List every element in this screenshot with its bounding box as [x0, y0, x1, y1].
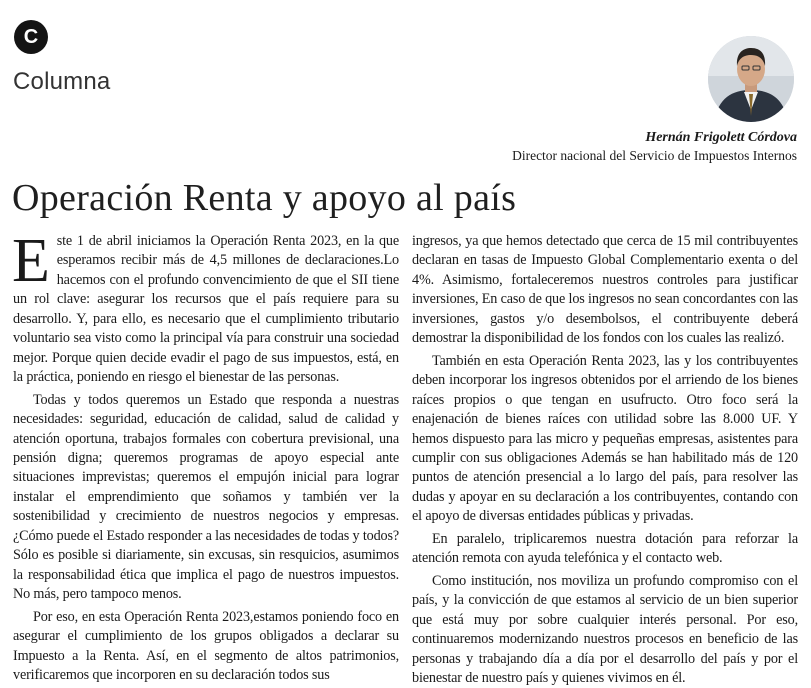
author-photo [708, 36, 794, 122]
column-badge [14, 20, 48, 54]
article-paragraph-4: También en esta Operación Renta 2023, las y los contribuyentes deben incorporar los ingresos obtenidos por el arriendo de los bienes raíces propios o que tengan en usufructo. Otro foco será la enajenación de bienes raíces con utilidad sobre las 8.000 UF. Y hemos dispuesto para las micro y pequeñas empresas, asistentes para cumplir con sus obligaciones Además se han habilitado más de 120 puntos de atención presencial a lo largo del país, para resolver las dudas y apoyar en su declaración a los contribuyentes, contando con el apoyo de diversas entidades públicas y privadas. [412, 352, 798, 525]
article-column-left [12, 227, 399, 685]
article-paragraph-6: Como institución, nos moviliza un profundo compromiso con el país, y la convicción de que estamos al servicio de un bien superior que está muy por sobre cualquier interés personal. Por eso, continuaremos modernizando nuestros procesos en beneficio de las personas y trabajando día a día por el desarrollo del país y por el bienestar de nuestro país y quienes vivimos en él. [412, 572, 798, 686]
section-label: Columna [13, 68, 111, 95]
author-portrait-icon [708, 36, 794, 122]
article-column-right [412, 232, 798, 688]
drop-cap: E [12, 227, 50, 295]
author-role: Director nacional del Servicio de Impuestos Internos [512, 148, 797, 163]
column-badge-letter: C [23, 26, 39, 48]
article-title: Operación Renta y apoyo al país [12, 177, 517, 219]
article-paragraph-5: En paralelo, triplicaremos nuestra dotación para reforzar la atención remota con ayuda telefónica y el contacto web. [412, 530, 798, 567]
paragraph-1-text: ste 1 de abril iniciamos la Operación Renta 2023, en la que esperamos recibir más de 4,5 millones de declaraciones.Lo hacemos con el profundo convencimiento de que el SII tiene un rol clave: asegurar los recursos que el país requiere para su desarrollo. Y, para ello, es necesario que el cumplimiento tributario voluntario sea visto como la principal vía para construir una sociedad mejor. Porque quien decide evadir el pago de sus impuestos, está, en la práctica, poniendo en riesgo el bienestar de las personas. [13, 233, 399, 386]
article-paragraph-3-start: Por eso, en esta Operación Renta 2023,estamos poniendo foco en asegurar el cumplimiento de los grupos obligados a declarar su Impuesto a la Renta. Así, en el segmento de altos patrimonios, verificaremos que incorporen en su declaración todos sus [13, 608, 399, 683]
author-name: Hernán Frigolett Córdova [645, 130, 797, 145]
article-paragraph-1 [12, 227, 399, 388]
article-paragraph-3-end: ingresos, ya que hemos detectado que cerca de 15 mil contribuyentes declaran en tasas de Impuesto Global Complementario exenta o del 4%. Asimismo, fortaleceremos nuestros controles para justificar inversiones, En caso de que los ingresos no sean concordantes con las inversiones, gastos y/o desembolsos, el contribuyente deberá demostrar la disponibilidad de los fondos con los cuales las realizó. [412, 233, 799, 347]
article-paragraph-2: Todas y todos queremos un Estado que responda a nuestras necesidades: seguridad, educación de calidad, salud de calidad y atención oportuna, trabajos formales con cobertura previsional, una pensión digna; queremos programas de apoyo especial ante situaciones imprevistas; queremos el empujón inicial para lograr instalar el emprendimiento que soñamos y también ver la sostenibilidad y crecimiento de nuestros negocios y empresas. ¿Cómo puede el Estado responder a las necesidades de todas y todos? Sólo es posible si diariamente, sin excusas, sin resquicios, asumimos la responsabilidad ética que implica el pago de nuestros impuestos. No más, pero tampoco menos. [13, 391, 399, 603]
